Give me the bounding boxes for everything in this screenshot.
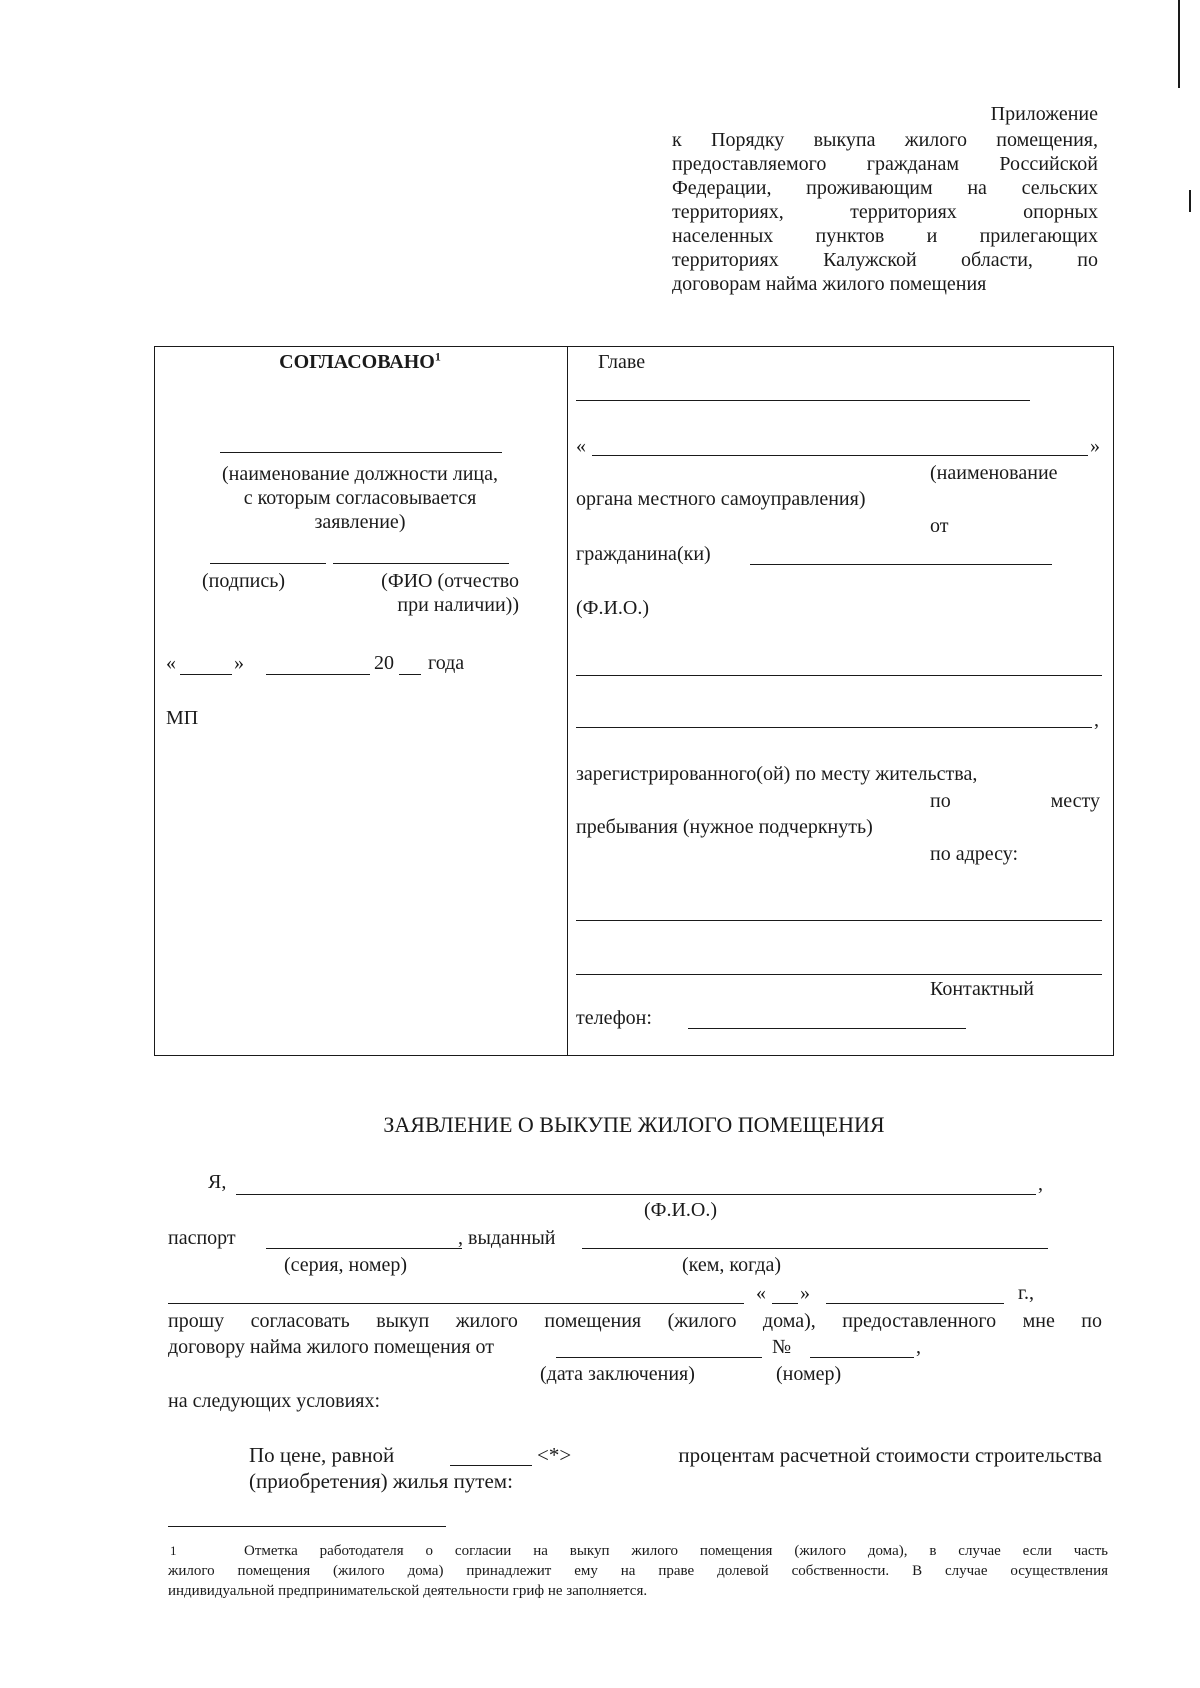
applicant-fio-caption: (Ф.И.О.) [644, 1199, 718, 1221]
position-field[interactable] [220, 452, 502, 453]
conditions-label: на следующих условиях: [168, 1390, 381, 1412]
position-caption-line: с которым согласовывается [243, 487, 477, 509]
signature-field[interactable] [210, 563, 326, 564]
from-label: от [930, 515, 949, 537]
issued-label: , выданный [458, 1227, 556, 1249]
passport-issuer-field-2[interactable] [168, 1303, 744, 1304]
contact-label: Контактный [930, 978, 1034, 1000]
approval-heading-text: СОГЛАСОВАНО [279, 351, 435, 373]
approval-year-field[interactable] [399, 674, 421, 675]
series-caption: (серия, номер) [284, 1254, 408, 1276]
org-caption-2: органа местного самоуправления) [576, 488, 866, 510]
approval-date-open: « [166, 652, 176, 674]
form-box-divider [567, 346, 568, 1056]
footnote-line-2: жилого помещения (жилого дома) принадлежит ему на праве долевой собственности. В случае осуществления [168, 1563, 1108, 1579]
org-caption-1: (наименование [930, 462, 1058, 484]
applicant-fio-field[interactable] [236, 1194, 1036, 1195]
approver-fio-caption-line: при наличии)) [397, 594, 519, 616]
position-caption [160, 462, 560, 534]
address-field-1[interactable] [576, 920, 1102, 921]
issue-day-field[interactable] [772, 1303, 798, 1304]
contract-date-field[interactable] [556, 1357, 762, 1358]
issue-date-close: » [800, 1282, 810, 1304]
phone-field[interactable] [688, 1028, 966, 1029]
stamp-label: МП [166, 707, 199, 729]
approval-heading [160, 350, 560, 374]
footnote-ref: 1 [434, 349, 441, 364]
contract-prefix: договору найма жилого помещения от [168, 1336, 495, 1358]
citizen-name-field[interactable] [750, 564, 1052, 565]
scan-edge-mark [1189, 190, 1191, 212]
by-when-caption: (кем, когда) [682, 1254, 782, 1276]
citizen-name-field-2[interactable] [576, 675, 1102, 676]
price-rest: процентам расчетной стоимости строительства [678, 1443, 1102, 1467]
appendix-line: территориях, территориях опорных [672, 201, 1098, 223]
number-caption: (номер) [776, 1363, 842, 1385]
application-title: ЗАЯВЛЕНИЕ О ВЫКУПЕ ЖИЛОГО ПОМЕЩЕНИЯ [383, 1112, 885, 1137]
line-comma: , [1094, 709, 1099, 731]
signature-caption: (подпись) [202, 570, 286, 592]
citizen-name-field-3[interactable] [576, 727, 1092, 728]
to-label: Главе [598, 351, 646, 373]
appendix-line: договорам найма жилого помещения [672, 273, 987, 295]
approval-date-close: » [234, 652, 244, 674]
approval-year-prefix: 20 [374, 652, 394, 674]
appendix-line: предоставляемого гражданам Российской [672, 153, 1098, 175]
org-quote-open: « [576, 435, 586, 457]
address-label: по адресу: [930, 843, 1019, 865]
number-sign: № [772, 1336, 792, 1358]
registered-label: зарегистрированного(ой) по месту жительства, [576, 763, 978, 785]
position-caption-line: (наименование должности лица, [221, 463, 498, 485]
contract-comma: , [916, 1336, 921, 1358]
approver-fio-field[interactable] [333, 563, 509, 564]
place-word: месту [1050, 790, 1100, 812]
by-word: по [930, 790, 951, 812]
appendix-text [672, 128, 1098, 296]
stay-label: пребывания (нужное подчеркнуть) [576, 816, 873, 838]
scan-edge-mark [1178, 0, 1180, 88]
head-name-field[interactable] [576, 400, 1030, 401]
address-field-2[interactable] [576, 974, 1102, 975]
citizen-label: гражданина(ки) [576, 543, 711, 565]
approval-year-suffix: года [428, 652, 465, 674]
appendix-line: к Порядку выкупа жилого помещения, [672, 129, 1098, 151]
footnote-number: 1 [170, 1543, 177, 1558]
appendix-title: Приложение [990, 103, 1098, 125]
approver-fio-caption-line: (ФИО (отчество [381, 570, 519, 592]
footnote-line-1 [168, 1541, 1108, 1561]
approval-day-field[interactable] [180, 674, 232, 675]
date-caption: (дата заключения) [540, 1363, 695, 1385]
appendix-line: Федерации, проживающим на сельских [672, 177, 1098, 199]
request-line: прошу согласовать выкуп жилого помещения (жилого дома), предоставленного мне по [168, 1310, 1102, 1332]
passport-issuer-field[interactable] [582, 1248, 1048, 1249]
i-label: Я, [208, 1171, 227, 1193]
issue-year-suffix: г., [1018, 1282, 1034, 1304]
approver-fio-caption [340, 569, 519, 617]
phone-label: телефон: [576, 1007, 652, 1029]
footnote-separator [168, 1526, 446, 1527]
issue-month-field[interactable] [826, 1303, 1004, 1304]
org-name-field[interactable] [592, 455, 1088, 456]
org-quote-close: » [1090, 435, 1100, 457]
contract-number-field[interactable] [810, 1357, 914, 1358]
appendix-line: территориях Калужской области, по [672, 249, 1098, 271]
price-line-2: (приобретения) жилья путем: [249, 1469, 513, 1493]
position-caption-line: заявление) [314, 511, 406, 533]
issue-date-open: « [756, 1282, 766, 1304]
price-percent-field[interactable] [450, 1465, 532, 1466]
footnote-text-1: Отметка работодателя о согласии на выкуп жилого помещения (жилого дома), в случае если часть [244, 1543, 1108, 1559]
approval-month-field[interactable] [266, 674, 370, 675]
footnote-line-3: индивидуальной предпринимательской деятельности гриф не заполняется. [168, 1583, 648, 1599]
passport-number-field[interactable] [266, 1248, 462, 1249]
citizen-fio-caption: (Ф.И.О.) [576, 597, 650, 619]
price-mark: <*> [537, 1443, 572, 1467]
appendix-line: населенных пунктов и прилегающих [672, 225, 1098, 247]
fio-comma: , [1038, 1173, 1043, 1195]
passport-label: паспорт [168, 1227, 236, 1249]
price-prefix: По цене, равной [249, 1443, 395, 1467]
